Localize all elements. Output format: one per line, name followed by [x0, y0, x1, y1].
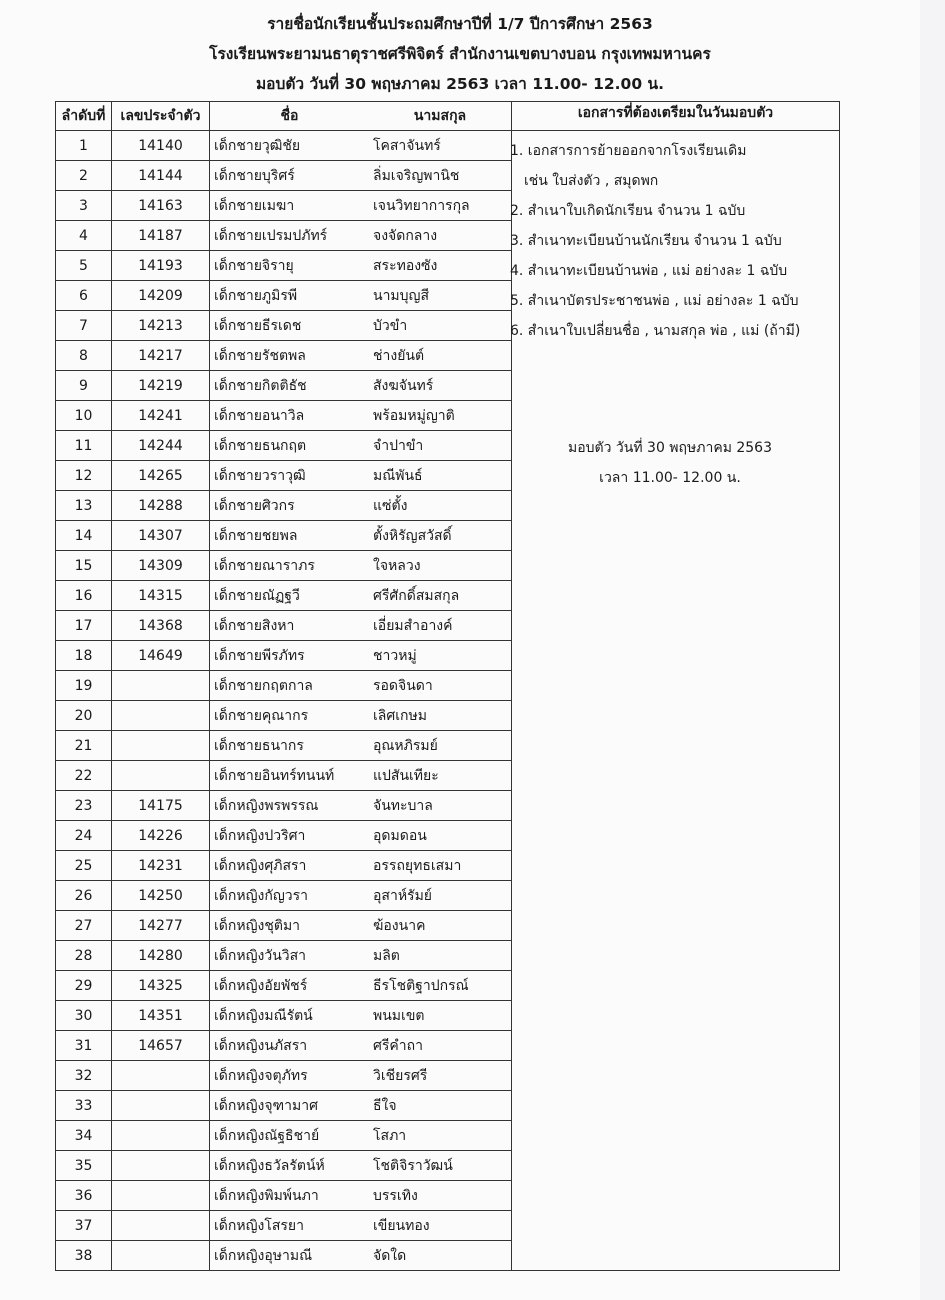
last-name-cell: โคสาจันทร์ — [369, 131, 512, 161]
first-name-cell: เด็กชายเปรมปภัทร์ — [210, 221, 370, 251]
last-name-cell: ศรีศักดิ์สมสกุล — [369, 581, 512, 611]
last-name-cell: อุณหภิรมย์ — [369, 731, 512, 761]
col-header-student-id: เลขประจำตัว — [112, 102, 210, 131]
documents-cell — [512, 1181, 840, 1211]
order-cell: 37 — [56, 1211, 112, 1241]
order-cell: 2 — [56, 161, 112, 191]
table-row — [56, 1181, 840, 1211]
order-cell: 11 — [56, 431, 112, 461]
table-row — [56, 881, 840, 911]
documents-cell — [512, 731, 840, 761]
first-name-cell: เด็กชายณัฏฐวี — [210, 581, 370, 611]
last-name-cell: ศรีคำถา — [369, 1031, 512, 1061]
student-id-cell: 14187 — [112, 221, 210, 251]
last-name-cell: เขียนทอง — [369, 1211, 512, 1241]
first-name-cell: เด็กชายอนาวิล — [210, 401, 370, 431]
student-id-cell — [112, 1211, 210, 1241]
first-name-cell: เด็กชายธนากร — [210, 731, 370, 761]
col-header-documents: เอกสารที่ต้องเตรียมในวันมอบตัว — [512, 102, 840, 131]
order-cell: 28 — [56, 941, 112, 971]
last-name-cell: ชาวหมู่ — [369, 641, 512, 671]
order-cell: 31 — [56, 1031, 112, 1061]
first-name-cell: เด็กหญิงอัยพัชร์ — [210, 971, 370, 1001]
table-row — [56, 701, 840, 731]
col-header-last-name: นามสกุล — [369, 102, 512, 131]
student-id-cell: 14307 — [112, 521, 210, 551]
last-name-cell: แซ่ตั้ง — [369, 491, 512, 521]
last-name-cell: พนมเขต — [369, 1001, 512, 1031]
documents-cell — [512, 401, 840, 431]
student-id-cell: 14219 — [112, 371, 210, 401]
first-name-cell: เด็กชายภูมิรพี — [210, 281, 370, 311]
documents-cell — [512, 851, 840, 881]
last-name-cell: อรรถยุทธเสมา — [369, 851, 512, 881]
student-id-cell — [112, 1121, 210, 1151]
table-row — [56, 1031, 840, 1061]
table-row — [56, 1061, 840, 1091]
order-cell: 9 — [56, 371, 112, 401]
table-row — [56, 1211, 840, 1241]
student-id-cell: 14244 — [112, 431, 210, 461]
documents-cell — [512, 521, 840, 551]
documents-cell — [512, 971, 840, 1001]
first-name-cell: เด็กชายณาราภร — [210, 551, 370, 581]
last-name-cell: อุสาห์รัมย์ — [369, 881, 512, 911]
order-cell: 6 — [56, 281, 112, 311]
student-id-cell — [112, 701, 210, 731]
student-id-cell: 14231 — [112, 851, 210, 881]
documents-cell — [512, 911, 840, 941]
first-name-cell: เด็กหญิงโสรยา — [210, 1211, 370, 1241]
student-id-cell — [112, 1181, 210, 1211]
documents-cell — [512, 491, 840, 521]
last-name-cell: สังฆจันทร์ — [369, 371, 512, 401]
documents-cell — [512, 1151, 840, 1181]
student-id-cell: 14649 — [112, 641, 210, 671]
last-name-cell: บัวขำ — [369, 311, 512, 341]
order-cell: 26 — [56, 881, 112, 911]
title-line-1: รายชื่อนักเรียนชั้นประถมศึกษาปีที่ 1/7 ปีการศึกษา 2563 — [267, 15, 653, 33]
last-name-cell: สระทองซัง — [369, 251, 512, 281]
documents-cell — [512, 1001, 840, 1031]
order-cell: 25 — [56, 851, 112, 881]
table-row — [56, 1151, 840, 1181]
document-item: 6. สำเนาใบเปลี่ยนชื่อ , นามสกุล พ่อ , แม่ (ถ้ามี) — [510, 323, 801, 339]
student-id-cell: 14213 — [112, 311, 210, 341]
first-name-cell: เด็กชายอินทร์ทนนท์ — [210, 761, 370, 791]
first-name-cell: เด็กหญิงปวริศา — [210, 821, 370, 851]
document-item: 1. เอกสารการย้ายออกจากโรงเรียนเดิม — [510, 143, 747, 159]
enrollment-date-note: มอบตัว วันที่ 30 พฤษภาคม 2563 — [568, 440, 772, 456]
order-cell: 13 — [56, 491, 112, 521]
order-cell: 32 — [56, 1061, 112, 1091]
last-name-cell: จำปาขำ — [369, 431, 512, 461]
student-id-cell — [112, 731, 210, 761]
student-id-cell: 14280 — [112, 941, 210, 971]
student-id-cell: 14309 — [112, 551, 210, 581]
table-row — [56, 791, 840, 821]
order-cell: 8 — [56, 341, 112, 371]
document-item: 5. สำเนาบัตรประชาชนพ่อ , แม่ อย่างละ 1 ฉบับ — [510, 293, 799, 309]
document-item: 2. สำเนาใบเกิดนักเรียน จำนวน 1 ฉบับ — [510, 203, 746, 219]
last-name-cell: บรรเทิง — [369, 1181, 512, 1211]
student-id-cell: 14315 — [112, 581, 210, 611]
table-row — [56, 611, 840, 641]
documents-cell — [512, 371, 840, 401]
student-id-cell — [112, 671, 210, 701]
order-cell: 22 — [56, 761, 112, 791]
table-row — [56, 821, 840, 851]
order-cell: 15 — [56, 551, 112, 581]
last-name-cell: ลิ่มเจริญพานิช — [369, 161, 512, 191]
documents-cell — [512, 1031, 840, 1061]
documents-cell — [512, 1241, 840, 1271]
table-row — [56, 911, 840, 941]
first-name-cell: เด็กชายวุฒิชัย — [210, 131, 370, 161]
table-row — [56, 521, 840, 551]
last-name-cell: ตั้งหิรัญสวัสดิ์ — [369, 521, 512, 551]
order-cell: 38 — [56, 1241, 112, 1271]
order-cell: 21 — [56, 731, 112, 761]
documents-cell — [512, 791, 840, 821]
student-id-cell: 14209 — [112, 281, 210, 311]
col-header-first-name: ชื่อ — [210, 102, 370, 131]
order-cell: 18 — [56, 641, 112, 671]
first-name-cell: เด็กหญิงมณีรัตน์ — [210, 1001, 370, 1031]
last-name-cell: พร้อมหมู่ญาติ — [369, 401, 512, 431]
table-row — [56, 1001, 840, 1031]
order-cell: 34 — [56, 1121, 112, 1151]
student-id-cell: 14250 — [112, 881, 210, 911]
table-row — [56, 491, 840, 521]
documents-cell — [512, 1091, 840, 1121]
student-id-cell: 14226 — [112, 821, 210, 851]
table-row — [56, 851, 840, 881]
documents-cell — [512, 581, 840, 611]
order-cell: 5 — [56, 251, 112, 281]
table-row — [56, 971, 840, 1001]
last-name-cell: ใจหลวง — [369, 551, 512, 581]
order-cell: 12 — [56, 461, 112, 491]
first-name-cell: เด็กชายพีรภัทร — [210, 641, 370, 671]
last-name-cell: รอดจินดา — [369, 671, 512, 701]
first-name-cell: เด็กหญิงณัฐธิชาย์ — [210, 1121, 370, 1151]
order-cell: 20 — [56, 701, 112, 731]
order-cell: 29 — [56, 971, 112, 1001]
last-name-cell: จันทะบาล — [369, 791, 512, 821]
enrollment-time-note: เวลา 11.00- 12.00 น. — [599, 470, 741, 486]
table-header-row — [56, 102, 840, 131]
first-name-cell: เด็กหญิงพิมพ์นภา — [210, 1181, 370, 1211]
documents-cell — [512, 1211, 840, 1241]
last-name-cell: ฆ้องนาค — [369, 911, 512, 941]
first-name-cell: เด็กชายชยพล — [210, 521, 370, 551]
first-name-cell: เด็กชายศิวกร — [210, 491, 370, 521]
first-name-cell: เด็กชายเมฆา — [210, 191, 370, 221]
table-row — [56, 1241, 840, 1271]
order-cell: 7 — [56, 311, 112, 341]
order-cell: 36 — [56, 1181, 112, 1211]
last-name-cell: ธีใจ — [369, 1091, 512, 1121]
student-id-cell — [112, 1091, 210, 1121]
documents-cell — [512, 821, 840, 851]
documents-cell — [512, 1121, 840, 1151]
documents-list — [510, 136, 830, 346]
col-header-order: ลำดับที่ — [56, 102, 112, 131]
first-name-cell: เด็กชายธนกฤต — [210, 431, 370, 461]
order-cell: 35 — [56, 1151, 112, 1181]
document-item: 3. สำเนาทะเบียนบ้านนักเรียน จำนวน 1 ฉบับ — [510, 233, 782, 249]
student-id-cell — [112, 1061, 210, 1091]
order-cell: 3 — [56, 191, 112, 221]
last-name-cell: โชติจิราวัฒน์ — [369, 1151, 512, 1181]
last-name-cell: อุดมดอน — [369, 821, 512, 851]
table-row — [56, 1091, 840, 1121]
documents-cell — [512, 701, 840, 731]
first-name-cell: เด็กหญิงจุฑามาศ — [210, 1091, 370, 1121]
order-cell: 27 — [56, 911, 112, 941]
documents-cell — [512, 641, 840, 671]
first-name-cell: เด็กชายกฤตกาล — [210, 671, 370, 701]
last-name-cell: โสภา — [369, 1121, 512, 1151]
order-cell: 19 — [56, 671, 112, 701]
order-cell: 16 — [56, 581, 112, 611]
student-id-cell: 14368 — [112, 611, 210, 641]
last-name-cell: เลิศเกษม — [369, 701, 512, 731]
student-id-cell: 14140 — [112, 131, 210, 161]
student-id-cell: 14265 — [112, 461, 210, 491]
first-name-cell: เด็กชายรัชตพล — [210, 341, 370, 371]
first-name-cell: เด็กชายจิรายุ — [210, 251, 370, 281]
first-name-cell: เด็กชายคุณากร — [210, 701, 370, 731]
table-row — [56, 551, 840, 581]
order-cell: 23 — [56, 791, 112, 821]
student-id-cell: 14351 — [112, 1001, 210, 1031]
order-cell: 33 — [56, 1091, 112, 1121]
student-id-cell — [112, 1241, 210, 1271]
last-name-cell: ช่างยันต์ — [369, 341, 512, 371]
documents-cell — [512, 551, 840, 581]
document-item: เช่น ใบส่งตัว , สมุดพก — [524, 173, 659, 189]
table-row — [56, 401, 840, 431]
documents-cell — [512, 881, 840, 911]
student-id-cell — [112, 1151, 210, 1181]
student-id-cell: 14241 — [112, 401, 210, 431]
order-cell: 10 — [56, 401, 112, 431]
table-row — [56, 761, 840, 791]
documents-cell — [512, 761, 840, 791]
student-id-cell: 14193 — [112, 251, 210, 281]
student-id-cell: 14325 — [112, 971, 210, 1001]
first-name-cell: เด็กหญิงศุภิสรา — [210, 851, 370, 881]
order-cell: 17 — [56, 611, 112, 641]
documents-cell — [512, 941, 840, 971]
first-name-cell: เด็กชายธีรเดช — [210, 311, 370, 341]
documents-cell — [512, 671, 840, 701]
document-item: 4. สำเนาทะเบียนบ้านพ่อ , แม่ อย่างละ 1 ฉบับ — [510, 263, 788, 279]
table-row — [56, 671, 840, 701]
last-name-cell: แปสันเทียะ — [369, 761, 512, 791]
student-id-cell — [112, 761, 210, 791]
table-row — [56, 731, 840, 761]
last-name-cell: เจนวิทยาการกุล — [369, 191, 512, 221]
last-name-cell: เอี่ยมสำอางค์ — [369, 611, 512, 641]
title-line-3: มอบตัว วันที่ 30 พฤษภาคม 2563 เวลา 11.00- 12.00 น. — [255, 75, 665, 93]
first-name-cell: เด็กหญิงธวัลรัตน์ห์ — [210, 1151, 370, 1181]
first-name-cell: เด็กหญิงวันวิสา — [210, 941, 370, 971]
table-row — [56, 641, 840, 671]
student-id-cell: 14288 — [112, 491, 210, 521]
last-name-cell: นามบุญสี — [369, 281, 512, 311]
last-name-cell: วิเชียรศรี — [369, 1061, 512, 1091]
last-name-cell: มลิต — [369, 941, 512, 971]
first-name-cell: เด็กชายสิงหา — [210, 611, 370, 641]
order-cell: 14 — [56, 521, 112, 551]
order-cell: 30 — [56, 1001, 112, 1031]
order-cell: 1 — [56, 131, 112, 161]
title-line-2: โรงเรียนพระยามนธาตุราชศรีพิจิตร์ สำนักงานเขตบางบอน กรุงเทพมหานคร — [209, 45, 711, 63]
table-row — [56, 581, 840, 611]
last-name-cell: ธีรโชติฐาปกรณ์ — [369, 971, 512, 1001]
first-name-cell: เด็กหญิงจตุภัทร — [210, 1061, 370, 1091]
first-name-cell: เด็กหญิงอุษามณี — [210, 1241, 370, 1271]
student-id-cell: 14657 — [112, 1031, 210, 1061]
last-name-cell: มณีพันธ์ — [369, 461, 512, 491]
student-id-cell: 14175 — [112, 791, 210, 821]
first-name-cell: เด็กหญิงนภัสรา — [210, 1031, 370, 1061]
last-name-cell: จัดใด — [369, 1241, 512, 1271]
first-name-cell: เด็กหญิงชุติมา — [210, 911, 370, 941]
last-name-cell: จงจัดกลาง — [369, 221, 512, 251]
student-id-cell: 14144 — [112, 161, 210, 191]
order-cell: 24 — [56, 821, 112, 851]
student-id-cell: 14217 — [112, 341, 210, 371]
student-id-cell: 14277 — [112, 911, 210, 941]
table-row — [56, 1121, 840, 1151]
first-name-cell: เด็กหญิงพรพรรณ — [210, 791, 370, 821]
first-name-cell: เด็กชายบุริศร์ — [210, 161, 370, 191]
first-name-cell: เด็กหญิงกัญวรา — [210, 881, 370, 911]
first-name-cell: เด็กชายกิตติธัช — [210, 371, 370, 401]
first-name-cell: เด็กชายวราวุฒิ — [210, 461, 370, 491]
table-row — [56, 371, 840, 401]
documents-cell — [512, 611, 840, 641]
order-cell: 4 — [56, 221, 112, 251]
student-id-cell: 14163 — [112, 191, 210, 221]
table-row — [56, 941, 840, 971]
documents-cell — [512, 1061, 840, 1091]
